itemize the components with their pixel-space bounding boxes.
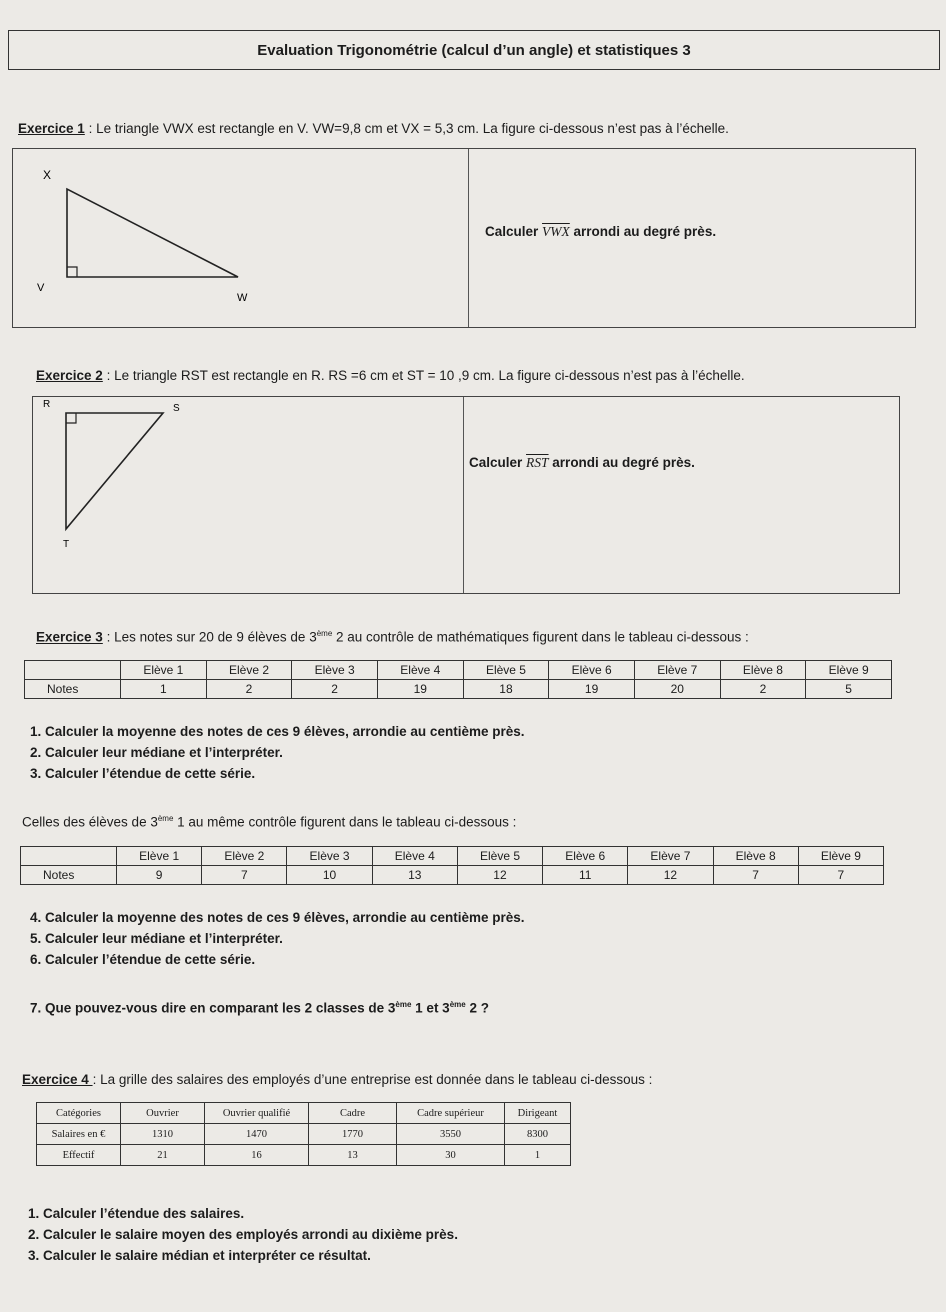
table-cell: Elève 8 [713,847,798,866]
ex1-box [12,148,916,328]
table-cell: Elève 9 [806,661,892,680]
ex2-heading [36,368,745,383]
table-row [37,1124,571,1145]
table-cell: 13 [309,1145,397,1166]
table-cell: 21 [121,1145,205,1166]
vertex-label-t: T [63,539,70,550]
table-cell: Effectif [37,1145,121,1166]
table-cell: 1770 [309,1124,397,1145]
table-cell: 2 [720,680,806,699]
list-item: 1. Calculer l’étendue des salaires. [28,1206,245,1221]
table-row [37,1145,571,1166]
table-cell: Cadre [309,1103,397,1124]
triangle-rst [66,413,163,529]
table-cell: Elève 1 [121,661,207,680]
ex3-label: Exercice 3 [36,629,103,645]
table-cell: 16 [205,1145,309,1166]
list-item: 5. Calculer leur médiane et l’interpréter. [30,931,283,946]
table-cell: 30 [397,1145,505,1166]
list-item: 1. Calculer la moyenne des notes de ces 9 élèves, arrondie au centième près. [30,724,525,739]
table-cell: 8300 [505,1124,571,1145]
table-cell: Ouvrier [121,1103,205,1124]
vertex-label-v: V [37,282,45,294]
right-angle-mark-r [66,413,76,423]
table-cell: Elève 5 [457,847,542,866]
table-cell: Elève 3 [292,661,378,680]
ex3-text-a: : Les notes sur 20 de 9 élèves de 3 [102,629,317,645]
ex2-text: : Le triangle RST est rectangle en R. RS =6 cm et ST = 10 ,9 cm. La figure ci-dessous n’est pas à l’échelle. [102,368,745,383]
table-cell: 10 [287,866,372,885]
salaires-table [36,1102,571,1166]
table-cell: 1470 [205,1124,309,1145]
ex2-box [32,396,900,594]
ex2-question-angle: $\overline{RST}$ [526,455,549,470]
ex3-q7-c: 2 ? [465,1000,489,1016]
ex2-label: Exercice 2 [36,368,103,383]
ex3-para2-a: Celles des élèves de 3 [22,814,158,830]
table-cell: 11 [543,866,628,885]
ex3-para2-sup: ème [157,814,174,823]
ex2-question [469,455,695,471]
ex3-question-7 [30,1000,489,1016]
table-cell: 12 [457,866,542,885]
vertex-label-w: W [237,292,248,304]
ex2-question-suffix: arrondi au degré près. [548,455,695,470]
table-cell: 1 [121,680,207,699]
ex1-question [485,224,716,240]
ex2-question-prefix: Calculer [469,455,527,470]
table-row [21,866,884,885]
table-cell: Elève 6 [543,847,628,866]
list-item: 4. Calculer la moyenne des notes de ces 9 élèves, arrondie au centième près. [30,910,525,925]
table-cell: 2 [292,680,378,699]
table-cell: Elève 2 [206,661,292,680]
table-row [21,847,884,866]
ex2-divider [463,397,464,593]
table-row-label: Notes [25,680,121,699]
ex3-sup: ème [316,629,333,638]
vertex-label-s: S [173,403,180,414]
table-row [25,680,892,699]
table-cell: 1310 [121,1124,205,1145]
ex4-questions [28,1206,458,1269]
table-cell: Elève 2 [202,847,287,866]
table-row-label: Notes [21,866,117,885]
triangle-vwx [67,189,238,277]
vertex-label-x: X [43,168,52,182]
ex1-heading [18,121,729,136]
table-cell [21,847,117,866]
ex1-label: Exercice 1 [18,121,85,136]
ex3-heading [36,629,749,645]
table-cell: 18 [463,680,549,699]
table-cell: Elève 5 [463,661,549,680]
ex4-label: Exercice 4 [22,1072,93,1087]
ex3-q7-a: 7. Que pouvez-vous dire en comparant les 2 classes de 3 [30,1000,396,1016]
notes-table-3e2 [24,660,892,699]
notes-table-3e1 [20,846,884,885]
ex3-text-b: 2 au contrôle de mathématiques figurent dans le tableau ci-dessous : [332,629,749,645]
ex3-para2-b: 1 au même contrôle figurent dans le tableau ci-dessous : [173,814,517,830]
table-row [37,1103,571,1124]
table-cell: 7 [713,866,798,885]
right-angle-mark-v [67,267,77,277]
table-cell: Elève 6 [549,661,635,680]
page-title [8,30,940,70]
list-item: 3. Calculer l’étendue de cette série. [30,766,256,781]
table-cell: Elève 3 [287,847,372,866]
ex1-triangle-figure [13,149,473,327]
table-cell: Dirigeant [505,1103,571,1124]
ex2-triangle-figure [33,397,463,593]
ex4-heading [22,1072,652,1087]
ex3-q7-sup1: ème [395,1000,412,1009]
table-cell: 13 [372,866,457,885]
list-item: 6. Calculer l’étendue de cette série. [30,952,256,967]
list-item: 3. Calculer le salaire médian et interpréter ce résultat. [28,1248,371,1263]
list-item: 2. Calculer le salaire moyen des employés arrondi au dixième près. [28,1227,458,1242]
table-cell: Elève 8 [720,661,806,680]
table-cell: 5 [806,680,892,699]
table-cell: 19 [549,680,635,699]
table-cell: Salaires en € [37,1124,121,1145]
table-cell: Elève 1 [117,847,202,866]
table-cell: Elève 4 [372,847,457,866]
table-cell: 2 [206,680,292,699]
ex3-questions-a [30,724,524,787]
ex1-question-angle: $\overline{VWX}$ [542,224,570,239]
ex4-text: : La grille des salaires des employés d’une entreprise est donnée dans le tableau ci-dessous : [92,1072,653,1087]
table-cell: Elève 9 [798,847,883,866]
ex1-text: : Le triangle VWX est rectangle en V. VW=9,8 cm et VX = 5,3 cm. La figure ci-dessous n’est pas à l’échelle. [84,121,729,136]
ex3-questions-b [30,910,524,973]
page-title-text: Evaluation Trigonométrie (calcul d’un angle) et statistiques 3 [257,41,691,59]
table-cell: Cadre supérieur [397,1103,505,1124]
ex1-divider [468,149,469,327]
table-cell: Elève 4 [377,661,463,680]
table-cell: 1 [505,1145,571,1166]
vertex-label-r: R [43,399,51,410]
list-item: 2. Calculer leur médiane et l’interpréter. [30,745,283,760]
ex3-paragraph-2 [22,814,516,830]
ex1-question-prefix: Calculer [485,224,543,239]
table-cell: 12 [628,866,713,885]
table-cell [25,661,121,680]
table-cell: 3550 [397,1124,505,1145]
table-cell: 7 [202,866,287,885]
table-row [25,661,892,680]
table-cell: 9 [117,866,202,885]
table-cell: Ouvrier qualifié [205,1103,309,1124]
table-cell: 20 [634,680,720,699]
table-cell: Elève 7 [634,661,720,680]
table-cell: 19 [377,680,463,699]
table-cell: 7 [798,866,883,885]
ex1-question-suffix: arrondi au degré près. [569,224,717,239]
ex3-q7-sup2: ème [449,1000,466,1009]
table-cell: Elève 7 [628,847,713,866]
table-cell: Catégories [37,1103,121,1124]
ex3-q7-b: 1 et 3 [411,1000,450,1016]
